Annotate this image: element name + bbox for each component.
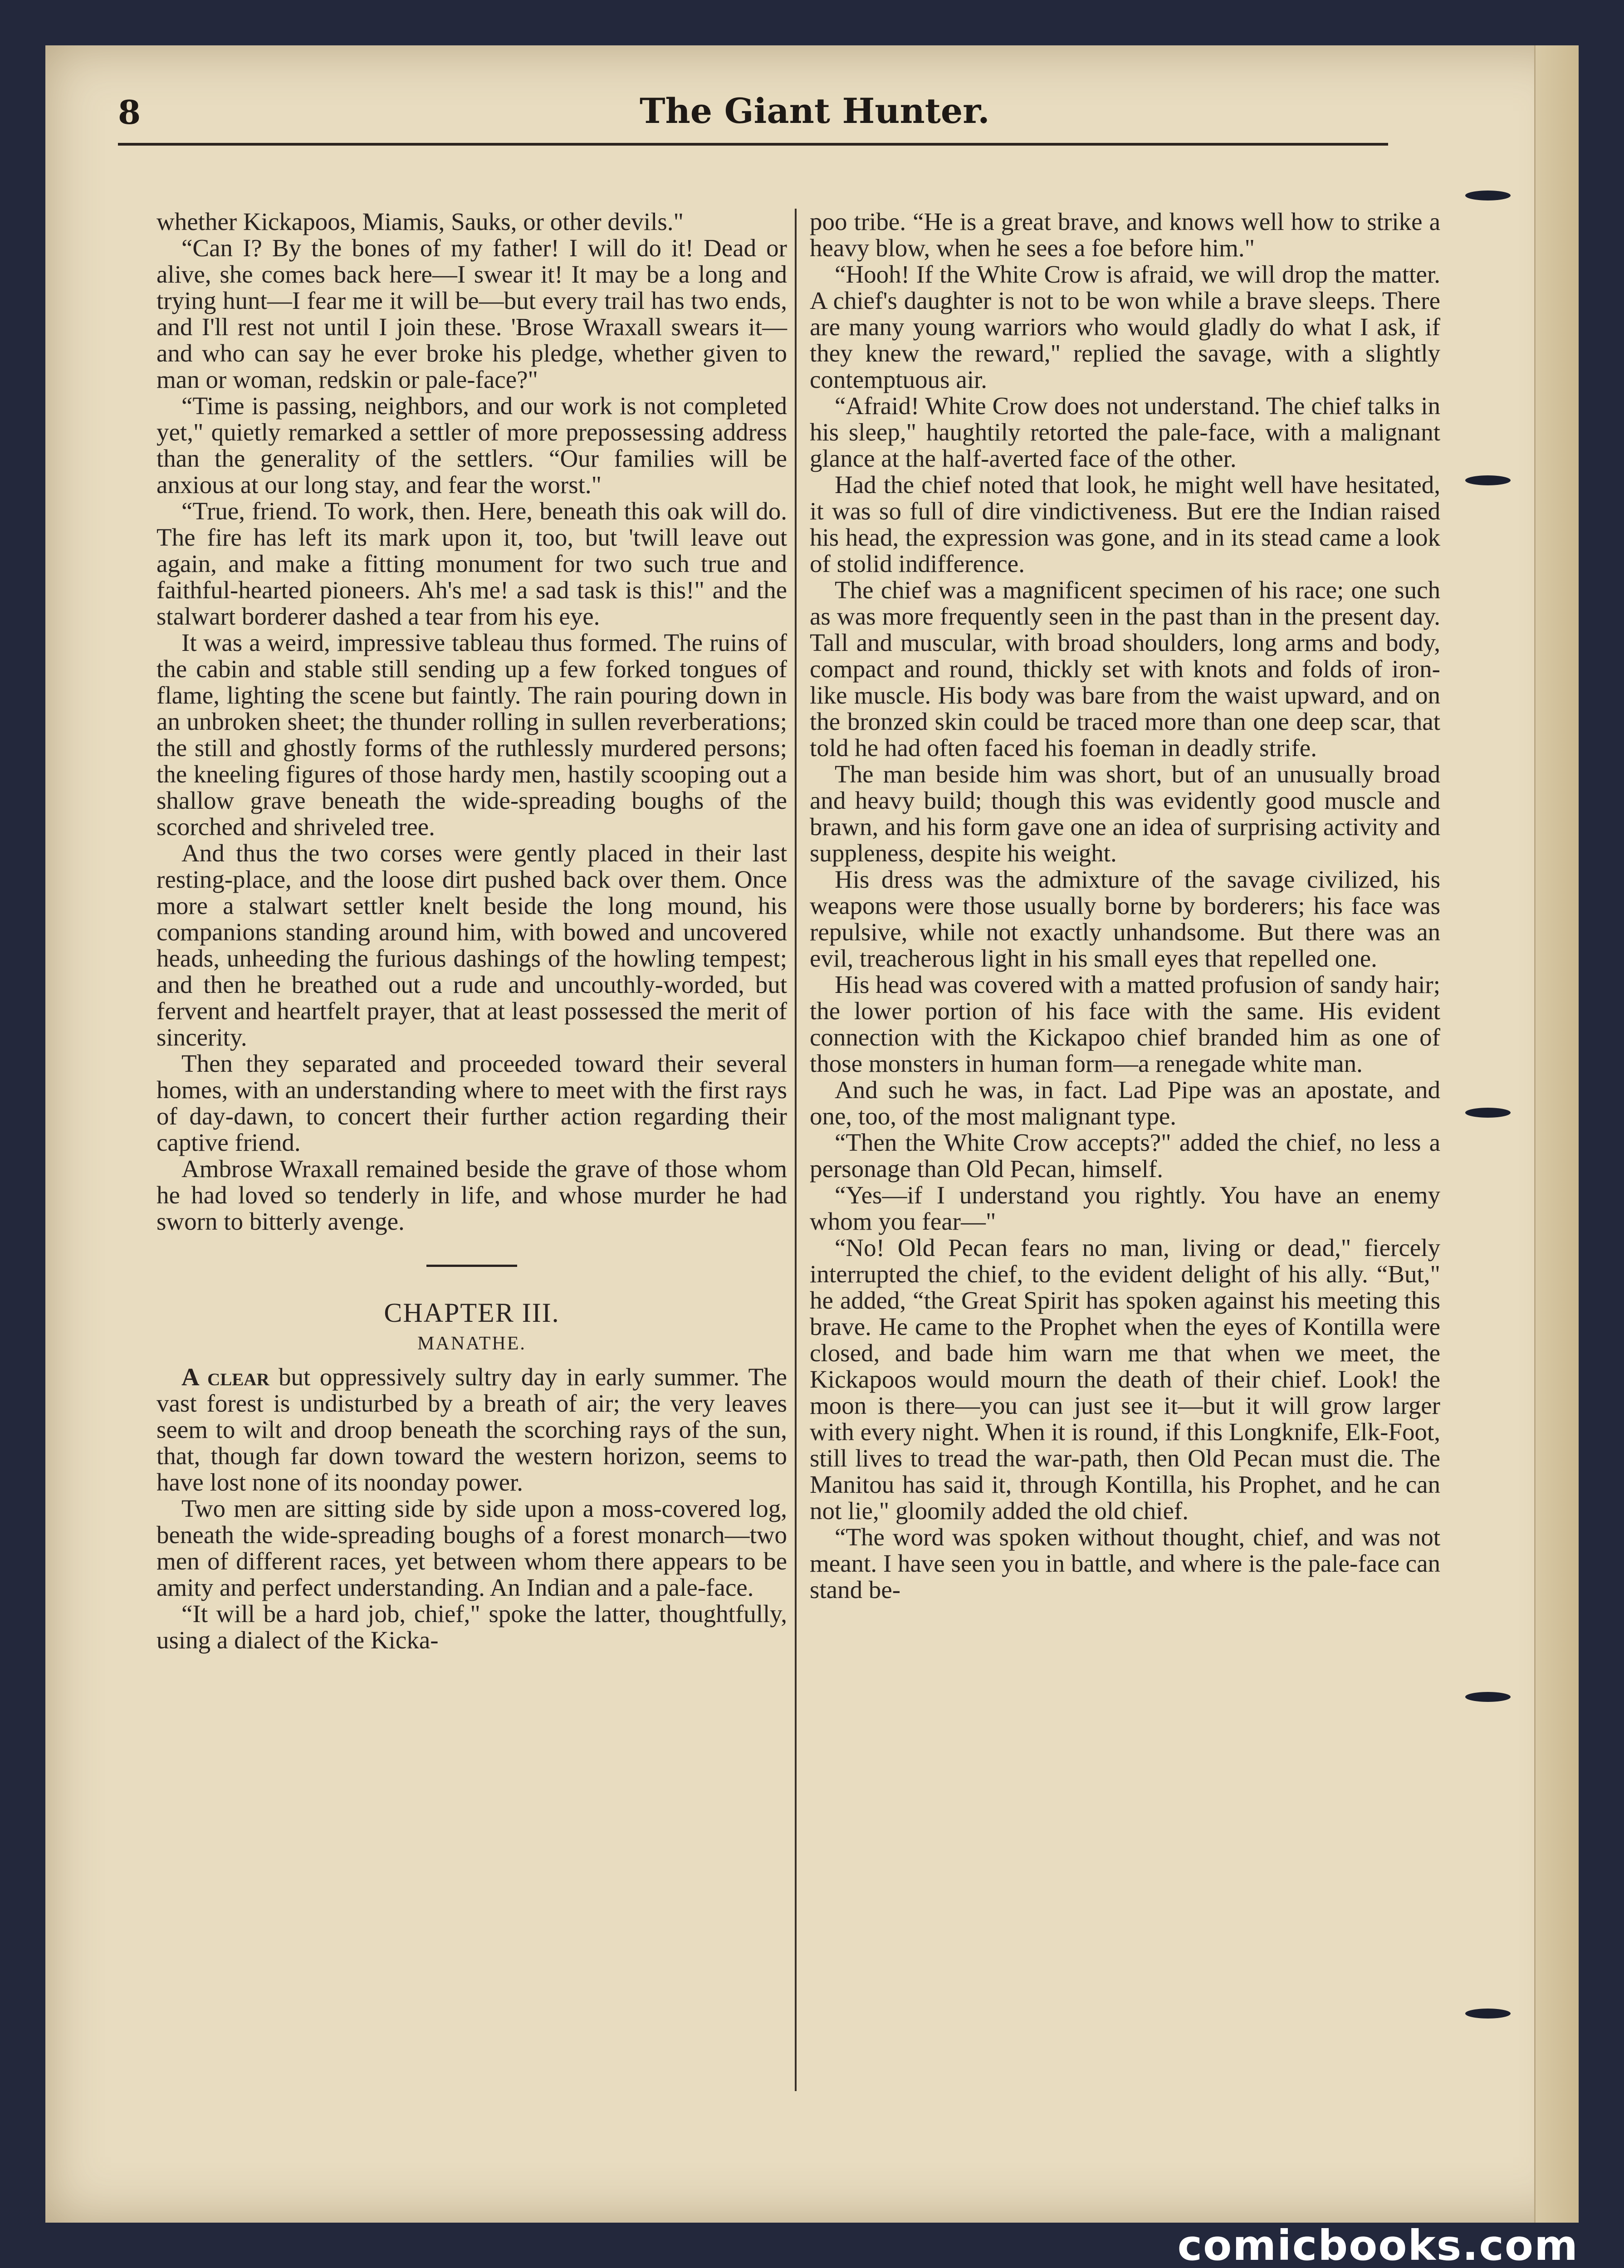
paragraph: “True, friend. To work, then. Here, beneath this oak will do. The fire has left its mark upon it, too, but 'twill leave out again, and make a fitting monument for two such true and faithful-hearted pioneers. Ah's me! a sad task is this!" and the stalwart borderer dashed a tear from his eye. xyxy=(157,497,787,630)
paragraph: “Then the White Crow accepts?" added the chief, no less a personage than Old Pecan, himself. xyxy=(810,1129,1440,1183)
binding-stitch xyxy=(1465,191,1511,200)
paragraph: whether Kickapoos, Miamis, Sauks, or other devils." xyxy=(157,208,684,235)
paragraph: poo tribe. “He is a great brave, and knows well how to strike a heavy blow, when he sees a foe before him." xyxy=(810,208,1440,262)
paragraph: Two men are sitting side by side upon a moss-covered log, beneath the wide-spreading boughs of a forest monarch—two men of different races, yet between whom there appears to be amity and perfect understanding. An Indian and a pale-face. xyxy=(157,1495,787,1601)
paragraph: Had the chief noted that look, he might well have hesitated, it was so full of dire vindictiveness. But ere the Indian raised his head, the expression was gone, and in its stead came a look of stolid indifference. xyxy=(810,471,1440,577)
running-title: The Giant Hunter. xyxy=(640,91,990,131)
column-divider xyxy=(795,209,797,2091)
chapter-lead-words: A clear xyxy=(181,1363,269,1391)
binding-stitch xyxy=(1465,1108,1511,1118)
paragraph: Ambrose Wraxall remained beside the grave of those whom he had loved so tenderly in life, and whose murder he had sworn to bitterly avenge. xyxy=(157,1155,787,1235)
paragraph: And thus the two corses were gently placed in their last resting-place, and the loose dirt pushed back over them. Once more a stalwart settler knelt beside the long mound, his companions standing around him, with bowed and uncovered heads, unheeding the furious dashings of the howling tempest; and then he breathed out a rude and uncouthly-worded, but fervent and heartfelt prayer, that at least possessed the merit of sincerity. xyxy=(157,839,787,1051)
page-header xyxy=(118,79,1388,146)
paragraph: His dress was the admixture of the savage civilized, his weapons were those usually borne by borderers; his face was repulsive, while not exactly unhandsome. But there was an evil, treacherous light in his small eyes that repelled one. xyxy=(810,865,1440,972)
paragraph: “The word was spoken without thought, chief, and was not meant. I have seen you in battle, and where is the pale-face can stand be- xyxy=(810,1523,1440,1603)
paragraph: And such he was, in fact. Lad Pipe was an apostate, and one, too, of the most malignant type. xyxy=(810,1076,1440,1130)
binding-stitch xyxy=(1465,475,1511,485)
binding-stitch xyxy=(1465,1692,1511,1702)
paragraph: “It will be a hard job, chief," spoke the latter, thoughtfully, using a dialect of the Kicka- xyxy=(157,1600,787,1654)
left-column xyxy=(157,209,787,1653)
paragraph: The chief was a magnificent specimen of his race; one such as was more frequently seen in the past than in the present day. Tall and muscular, with broad shoulders, long arms and body, compact and round, thickly set with knots and folds of iron-like muscle. His body was bare from the waist upward, and on the bronzed skin could be traced more than one deep scar, that told he had often faced his foeman in deadly strife. xyxy=(810,576,1440,762)
paragraph: “Can I? By the bones of my father! I will do it! Dead or alive, she comes back here—I swear it! It may be a long and trying hunt—I fear me it will be—but every trail has two ends, and I'll rest not until I join these. 'Brose Wraxall swears it—and who can say he ever broke his pledge, whether given to man or woman, redskin or pale-face?" xyxy=(157,234,787,393)
paragraph: His head was covered with a matted profusion of sandy hair; the lower portion of his face with the same. His evident connection with the Kickapoo chief branded him as one of those monsters in human form—a renegade white man. xyxy=(810,971,1440,1077)
paragraph: “Time is passing, neighbors, and our work is not completed yet," quietly remarked a settler of more prepossessing address than the generality of the settlers. “Our families will be anxious at our long stay, and fear the worst." xyxy=(157,392,787,499)
page-number: 8 xyxy=(118,93,141,132)
chapter-opening-text: but oppressively sultry day in early summer. The vast forest is undisturbed by a breath of air; the very leaves seem to wilt and droop beneath the scorching rays of the sun, that, though far down toward the western horizon, seems to have lost none of its noonday power. xyxy=(157,1363,788,1496)
watermark: comicbooks.com xyxy=(1177,2221,1579,2268)
paragraph: “Afraid! White Crow does not understand. The chief talks in his sleep," haughtily retorted the pale-face, with a malignant glance at the half-averted face of the other. xyxy=(810,392,1440,472)
paragraph: The man beside him was short, but of an unusually broad and heavy build; though this was evidently good muscle and brawn, and his form gave one an idea of surprising activity and suppleness, despite his weight. xyxy=(810,760,1440,867)
page-edge xyxy=(1534,45,1579,2223)
chapter-subtitle: MANATHE. xyxy=(417,1333,526,1354)
right-column xyxy=(810,209,1440,1603)
section-divider xyxy=(426,1265,517,1267)
chapter-title: CHAPTER III. xyxy=(384,1298,560,1328)
paragraph: “No! Old Pecan fears no man, living or dead," fiercely interrupted the chief, to the evident delight of his ally. “But," he added, “the Great Spirit has spoken against his meeting this brave. He came to the Prophet when the eyes of Kontilla were closed, and bade him warn me that when we meet, the Kickapoos would mourn the death of their chief. Look! the moon is there—you can just see it—but it will grow larger with every night. When it is round, if this Longknife, Elk-Foot, still lives to tread the war-path, then Old Pecan must die. The Manitou has said it, through Kontilla, his Prophet, and he can not lie," gloomily added the old chief. xyxy=(810,1234,1440,1525)
binding-stitch xyxy=(1465,2009,1511,2019)
paragraph: Then they separated and proceeded toward their several homes, with an understanding where to meet with the first rays of day-dawn, to concert their further action regarding their captive friend. xyxy=(157,1050,787,1156)
paragraph xyxy=(157,1364,787,1496)
paragraph: “Hooh! If the White Crow is afraid, we will drop the matter. A chief's daughter is not to be won while a brave sleeps. There are many young warriors who would gladly do what I ask, if they knew the reward," replied the savage, with a slightly contemptuous air. xyxy=(810,260,1440,393)
paragraph: It was a weird, impressive tableau thus formed. The ruins of the cabin and stable still sending up a few forked tongues of flame, lighting the scene but faintly. The rain pouring down in an unbroken sheet; the thunder rolling in sullen reverberations; the still and ghostly forms of the ruthlessly murdered persons; the kneeling figures of those hardy men, hastily scooping out a shallow grave beneath the wide-spreading boughs of the scorched and shriveled tree. xyxy=(157,629,787,841)
paragraph: “Yes—if I understand you rightly. You have an enemy whom you fear—" xyxy=(810,1181,1440,1235)
